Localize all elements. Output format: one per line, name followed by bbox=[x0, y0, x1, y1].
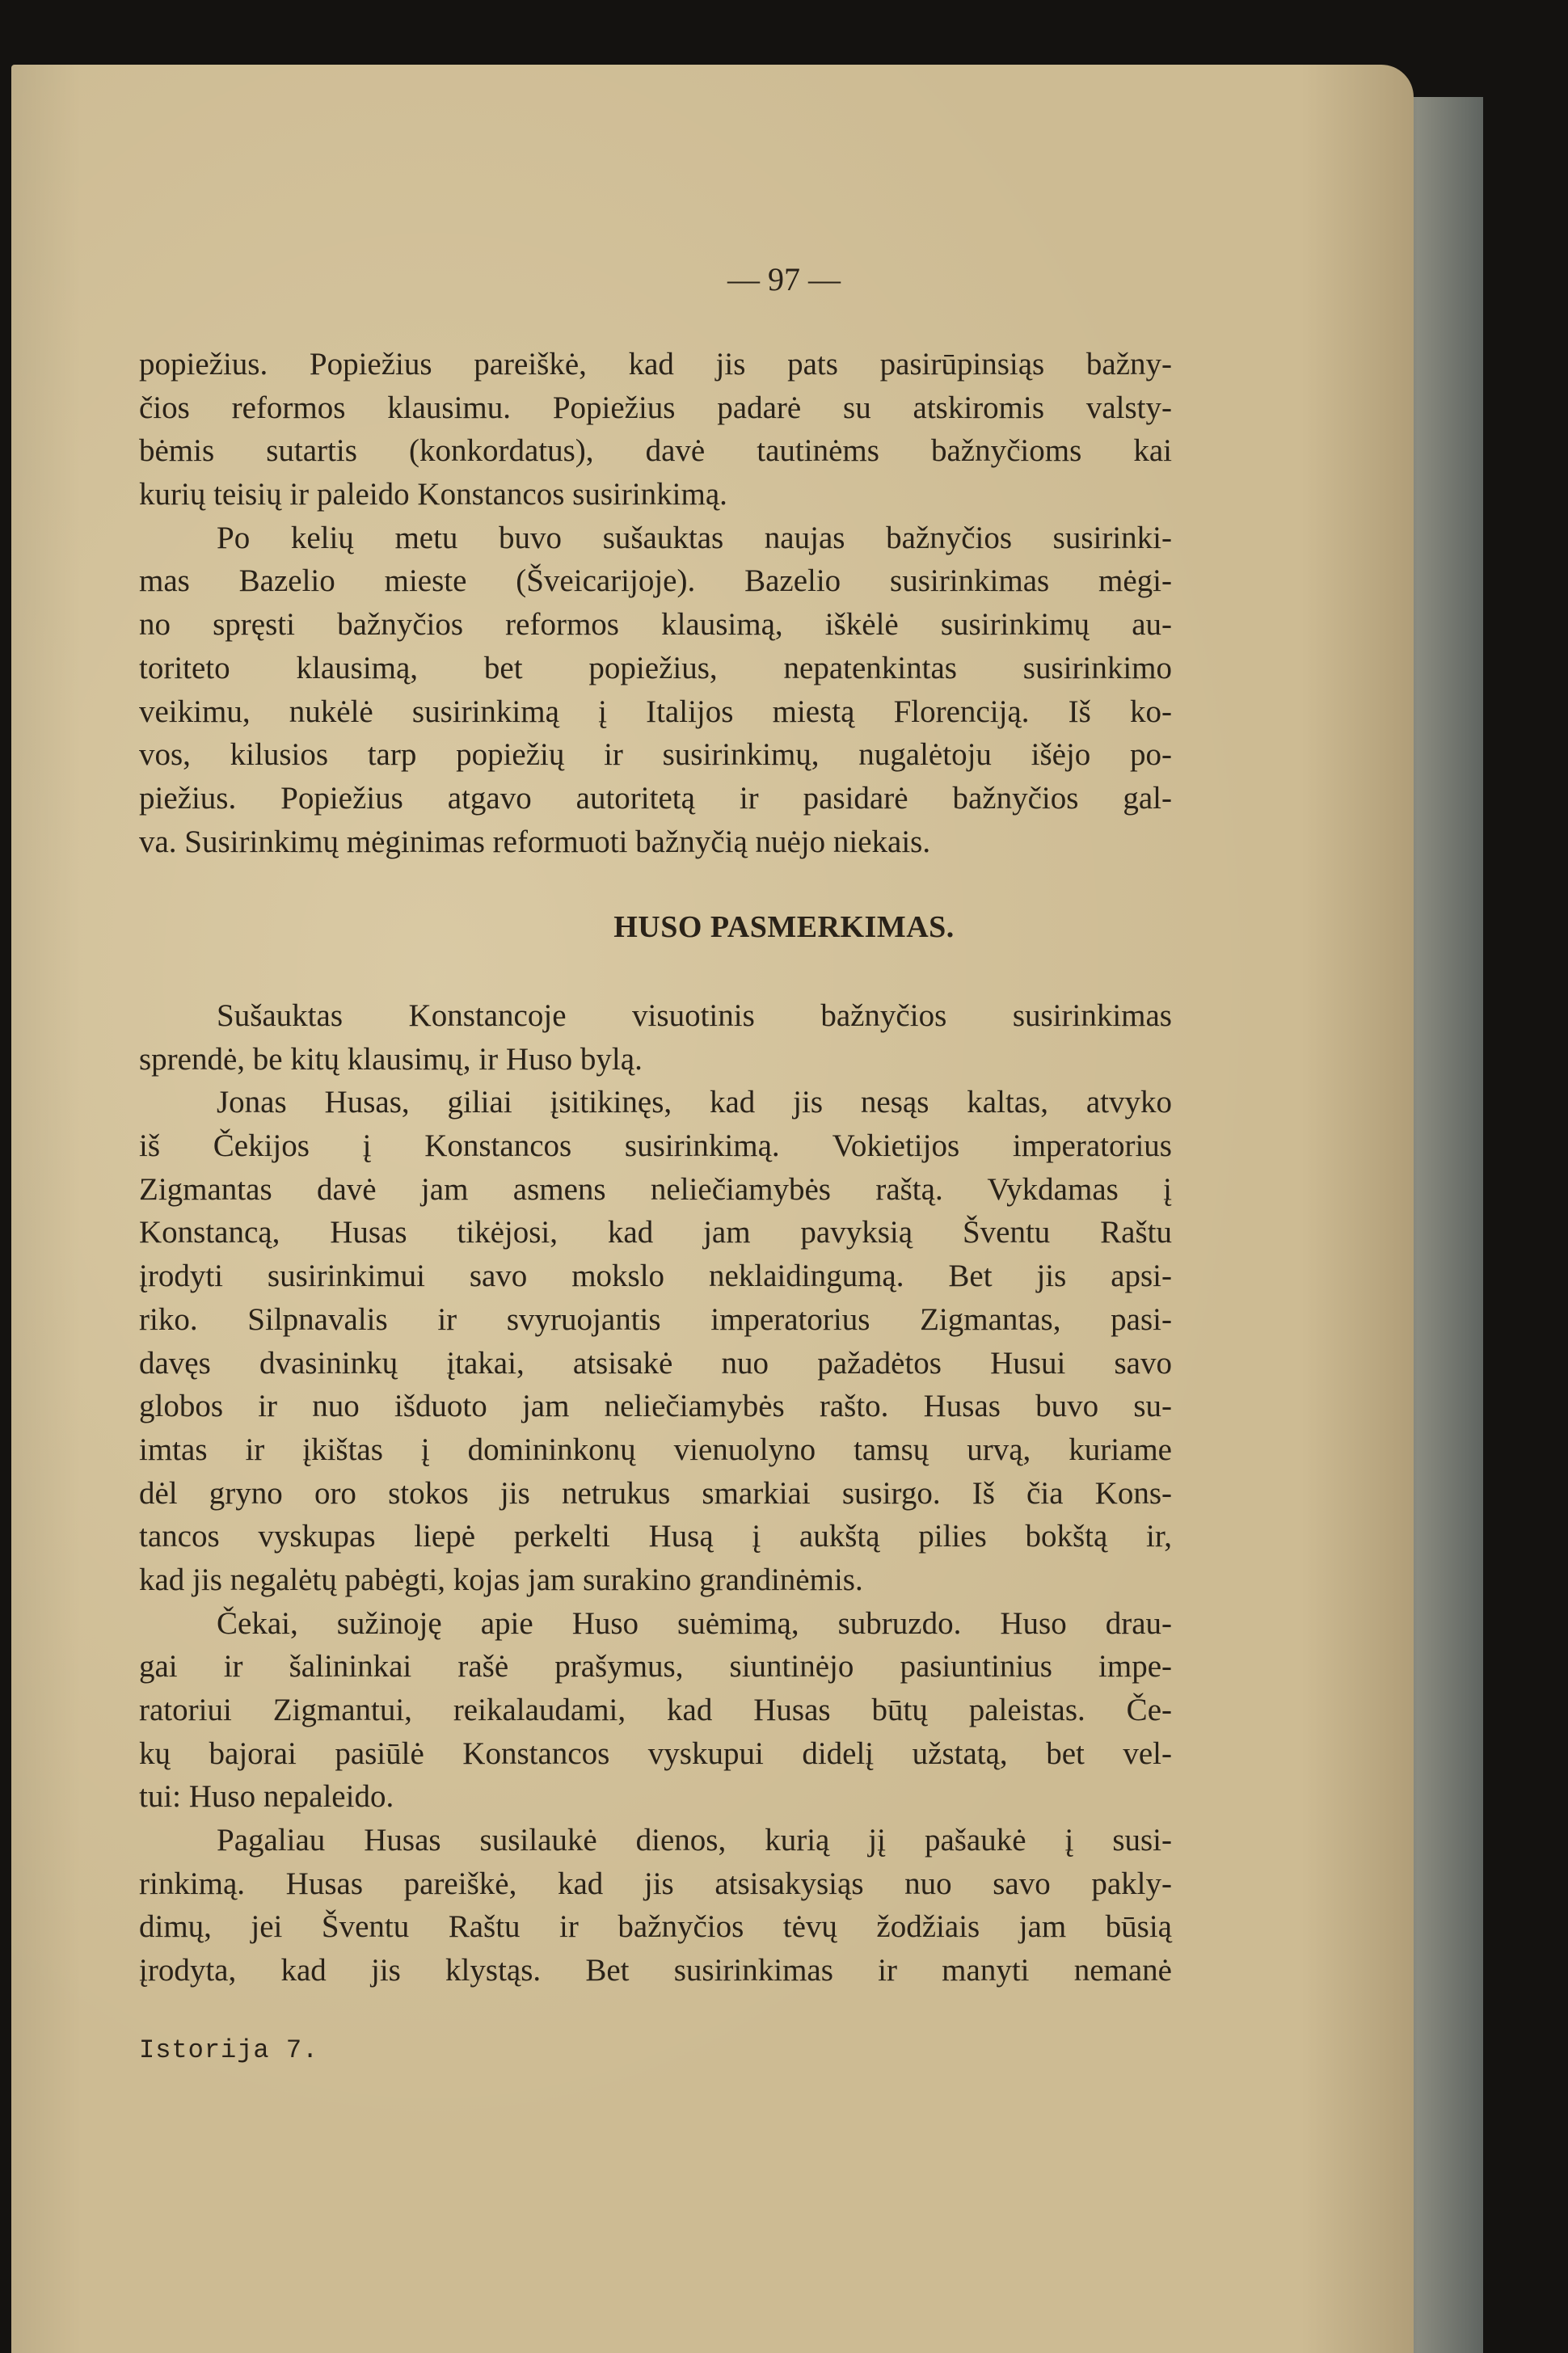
signature-mark: Istorija 7. bbox=[139, 2035, 319, 2065]
text-line: Pagaliau Husas susilaukė dienos, kurią jį pašaukė į susi- bbox=[217, 1823, 1172, 1858]
text-line: davęs dvasininkų įtakai, atsisakė nuo pažadėtos Husui savo bbox=[139, 1345, 1172, 1381]
text-line: Sušauktas Konstancoje visuotinis bažnyčios susirinkimas bbox=[217, 998, 1172, 1033]
text-line: va. Susirinkimų mėginimas reformuoti bažnyčią nuėjo niekais. bbox=[139, 824, 931, 859]
text-line: iš Čekijos į Konstancos susirinkimą. Vokietijos imperatorius bbox=[139, 1128, 1172, 1164]
text-line: dėl gryno oro stokos jis netrukus smarkiai susirgo. Iš čia Kons- bbox=[139, 1475, 1172, 1511]
text-line: įrodyti susirinkimui savo mokslo neklaidingumą. Bet jis apsi- bbox=[139, 1259, 1172, 1294]
text-line: riko. Silpnavalis ir svyruojantis imperatorius Zigmantas, pasi- bbox=[139, 1301, 1172, 1337]
text-line: toriteto klausimą, bet popiežius, nepatenkintas susirinkimo bbox=[139, 650, 1172, 685]
text-line: globos ir nuo išduoto jam neliečiamybės rašto. Husas buvo su- bbox=[139, 1389, 1172, 1424]
text-line: kų bajorai pasiūlė Konstancos vyskupui didelį užstatą, bet vel- bbox=[139, 1735, 1172, 1771]
text-line: čios reformos klausimu. Popiežius padarė su atskiromis valsty- bbox=[139, 390, 1172, 425]
text-line: tui: Huso nepaleido. bbox=[139, 1779, 394, 1815]
text-line: sprendė, be kitų klausimų, ir Huso bylą. bbox=[139, 1041, 643, 1077]
paragraph bbox=[139, 1602, 1172, 1819]
paragraph bbox=[139, 1081, 1172, 1601]
text-line: Po kelių metu buvo sušauktas naujas bažnyčios susirinki- bbox=[217, 520, 1172, 555]
text-line: tancos vyskupas liepė perkelti Husą į aukštą pilies bokštą ir, bbox=[139, 1519, 1172, 1554]
paragraph bbox=[139, 1819, 1172, 1992]
text-line: vos, kilusios tarp popiežių ir susirinkimų, nugalėtoju išėjo po- bbox=[139, 737, 1172, 773]
section-heading: HUSO PASMERKIMAS. bbox=[613, 910, 955, 944]
text-line: Čekai, sužinoję apie Huso suėmimą, subruzdo. Huso drau- bbox=[217, 1605, 1172, 1641]
text-block-top bbox=[139, 343, 1172, 863]
text-line: įrodyta, kad jis klystąs. Bet susirinkimas ir manyti nemanė bbox=[139, 1953, 1172, 1988]
text-line: imtas ir įkištas į domininkonų vienuolyno tamsų urvą, kuriame bbox=[139, 1432, 1172, 1467]
text-line: Konstancą, Husas tikėjosi, kad jam pavyksią Šventu Raštu bbox=[139, 1215, 1172, 1250]
page-number: — 97 — bbox=[727, 261, 841, 297]
paragraph bbox=[139, 343, 1172, 517]
text-line: rinkimą. Husas pareiškė, kad jis atsisakysiąs nuo savo pakly- bbox=[139, 1866, 1172, 1901]
text-line: Zigmantas davė jam asmens neliečiamybės raštą. Vykdamas į bbox=[139, 1171, 1172, 1207]
text-line: no spręsti bažnyčios reformos klausimą, iškėlė susirinkimų au- bbox=[139, 607, 1172, 643]
paragraph bbox=[139, 994, 1172, 1081]
text-line: piežius. Popiežius atgavo autoritetą ir pasidarė bažnyčios gal- bbox=[139, 780, 1172, 816]
text-line: dimų, jei Šventu Raštu ir bažnyčios tėvų žodžiais jam būsią bbox=[139, 1909, 1172, 1945]
text-line: gai ir šalininkai rašė prašymus, siuntinėjo pasiuntinius impe- bbox=[139, 1649, 1172, 1685]
text-line: Jonas Husas, giliai įsitikinęs, kad jis nesąs kaltas, atvyko bbox=[217, 1085, 1172, 1120]
text-line: popiežius. Popiežius pareiškė, kad jis pats pasirūpinsiąs bažny- bbox=[139, 347, 1172, 382]
text-line: kurių teisių ir paleido Konstancos susirinkimą. bbox=[139, 477, 727, 512]
text-line: bėmis sutartis (konkordatus), davė tautinėms bažnyčioms kai bbox=[139, 433, 1172, 469]
text-line: mas Bazelio mieste (Šveicarijoje). Bazelio susirinkimas mėgi- bbox=[139, 563, 1172, 599]
text-line: ratoriui Zigmantui, reikalaudami, kad Husas būtų paleistas. Če- bbox=[139, 1693, 1172, 1727]
text-line: veikimu, nukėlė susirinkimą į Italijos miestą Florenciją. Iš ko- bbox=[139, 694, 1172, 729]
text-line: kad jis negalėtų pabėgti, kojas jam surakino grandinėmis. bbox=[139, 1562, 863, 1597]
paragraph bbox=[139, 517, 1172, 864]
text-block-main bbox=[139, 994, 1172, 1992]
